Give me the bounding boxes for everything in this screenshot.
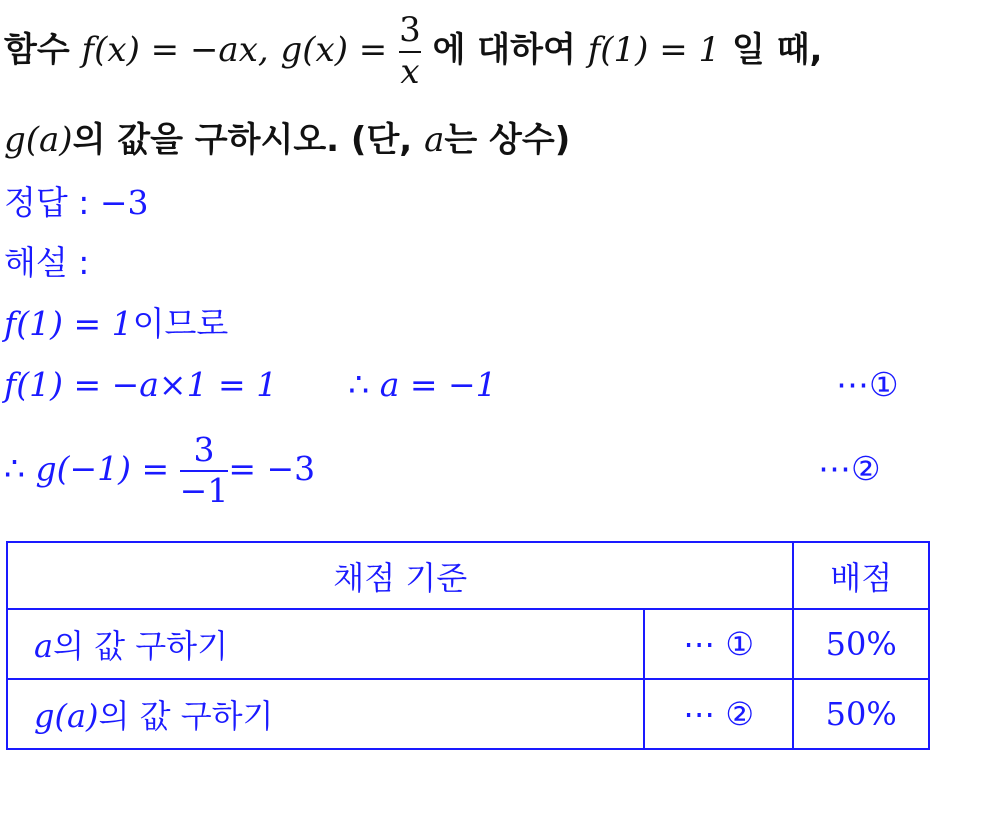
criteria-cell [7, 609, 644, 679]
question-f-definition: f(x) = −ax, [81, 30, 269, 70]
solution-label: 해설 : [4, 243, 90, 282]
question-target-text: 의 값을 구하시오. (단, [72, 120, 413, 160]
step-cell: ⋯ ① [644, 609, 794, 679]
step-tag-1: ⋯① [836, 365, 899, 404]
solution-line-3 [4, 428, 315, 510]
table-row [7, 679, 929, 749]
question-g-fraction [399, 9, 421, 92]
solution-l2-result: a = −1 [379, 365, 497, 404]
solution-line-2 [4, 364, 497, 406]
solution-l3-numerator: 3 [193, 429, 215, 469]
header-score: 배점 [793, 542, 929, 609]
solution-l3-lhs: g(−1) = [35, 449, 170, 488]
therefore-symbol: ∴ [348, 365, 370, 404]
answer-line [4, 182, 149, 224]
question-middle-text: 에 대하여 [432, 30, 576, 70]
question-end-text: 일 때, [732, 30, 823, 70]
solution-label-line [4, 242, 89, 284]
answer-value: −3 [99, 183, 149, 222]
question-line-1 [4, 10, 822, 90]
question-g-denominator: x [400, 51, 420, 92]
solution-l1-math: f(1) = 1 [4, 304, 133, 343]
criteria-text: 의 값 구하기 [98, 697, 274, 735]
criteria-math: a [34, 627, 54, 665]
score-cell: 50% [793, 609, 929, 679]
question-line-2 [4, 118, 570, 162]
question-condition: f(1) = 1 [587, 30, 721, 70]
question-word-function: 함수 [4, 30, 70, 70]
step-tag-2: ⋯② [818, 449, 881, 488]
step-cell: ⋯ ② [644, 679, 794, 749]
criteria-cell [7, 679, 644, 749]
solution-l3-rhs: = −3 [228, 449, 316, 488]
solution-l3-fraction [179, 429, 229, 510]
answer-label: 정답 : [4, 183, 90, 222]
score-cell: 50% [793, 679, 929, 749]
solution-l1-text: 이므로 [132, 304, 229, 343]
question-constant-a: a [424, 120, 445, 160]
question-target-math: g(a) [4, 120, 73, 160]
header-criteria: 채점 기준 [7, 542, 793, 609]
solution-l2-math: f(1) = −a×1 = 1 [4, 365, 278, 404]
solution-l3-denominator: −1 [179, 470, 229, 510]
question-g-numerator: 3 [399, 9, 421, 50]
question-g-lhs: g(x) = [280, 30, 388, 70]
grading-table [6, 541, 930, 750]
solution-line-1 [4, 303, 228, 345]
table-row [7, 609, 929, 679]
therefore-symbol: ∴ [4, 449, 25, 488]
criteria-text: 의 값 구하기 [53, 627, 228, 665]
criteria-math: g(a) [34, 697, 99, 735]
grading-table-header [7, 542, 929, 609]
question-note-end: 는 상수) [444, 120, 571, 160]
